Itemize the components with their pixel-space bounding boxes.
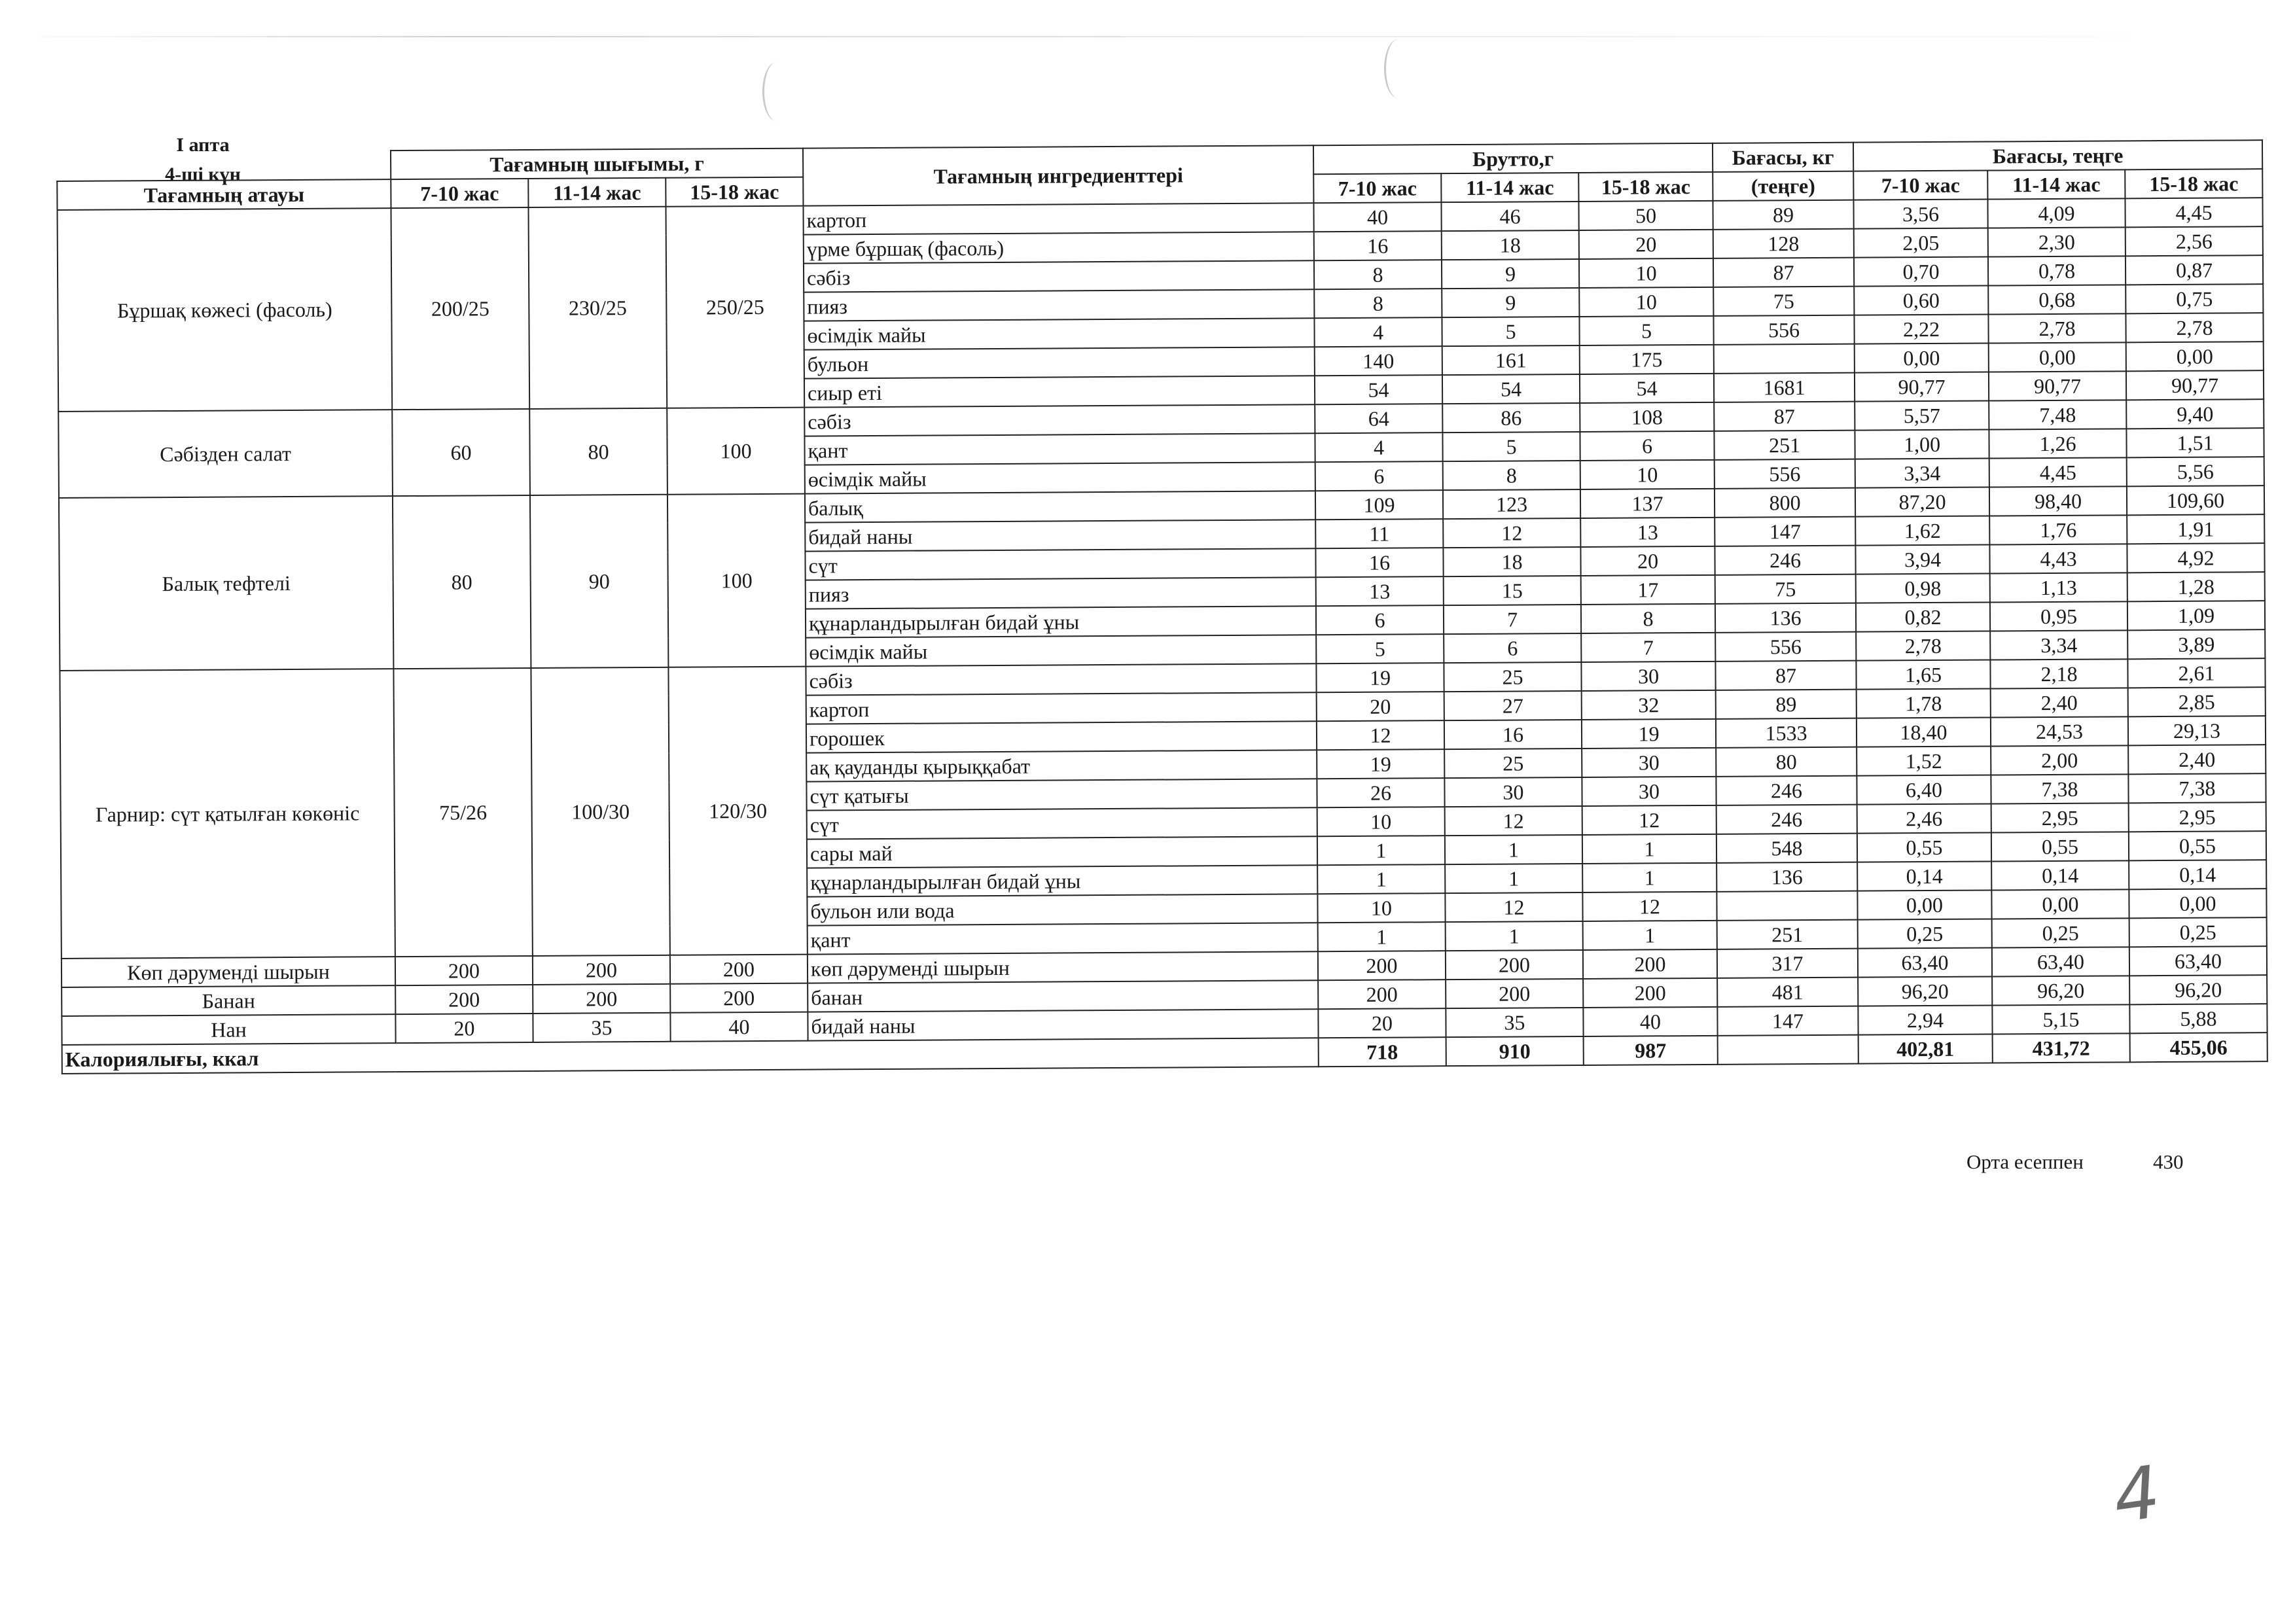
price-per-kg: 556 — [1713, 315, 1854, 345]
average-value: 430 — [2153, 1150, 2184, 1173]
brutto-11-14: 46 — [1441, 202, 1578, 231]
brutto-11-14: 1 — [1446, 921, 1583, 951]
brutto-7-10: 40 — [1313, 202, 1441, 232]
price-15-18: 0,14 — [2129, 860, 2266, 889]
brutto-11-14: 86 — [1442, 403, 1580, 432]
price-15-18: 1,28 — [2127, 572, 2265, 601]
brutto-11-14: 12 — [1445, 892, 1582, 922]
brutto-11-14: 30 — [1444, 777, 1582, 807]
yield-11-14: 100/30 — [531, 667, 669, 956]
brutto-15-18: 32 — [1582, 690, 1716, 720]
ingredient-name: бульон — [804, 347, 1315, 378]
price-per-kg: 75 — [1715, 574, 1856, 604]
price-per-kg: 128 — [1713, 229, 1854, 258]
price-11-14: 0,78 — [1988, 256, 2126, 285]
ingredient-name: қант — [808, 923, 1318, 954]
price-7-10: 2,05 — [1854, 228, 1988, 258]
price-11-14: 4,45 — [1989, 457, 2127, 487]
price-11-14: 0,00 — [1989, 342, 2126, 372]
price-per-kg — [1714, 344, 1855, 374]
punch-mark-left — [762, 62, 791, 121]
price-11-14: 3,34 — [1990, 630, 2127, 660]
total-price-11-14: 431,72 — [1993, 1033, 2130, 1063]
price-per-kg: 136 — [1717, 862, 1857, 892]
brutto-7-10: 4 — [1314, 317, 1442, 347]
price-7-10: 0,00 — [1855, 344, 1989, 373]
brutto-11-14: 123 — [1443, 489, 1580, 519]
yield-15-18: 200 — [670, 955, 808, 984]
brutto-15-18: 12 — [1582, 892, 1717, 921]
price-15-18: 4,45 — [2125, 198, 2262, 227]
price-11-14-header: 11-14 жас — [1987, 169, 2125, 199]
yield-7-10: 60 — [392, 409, 530, 496]
price-15-18: 0,25 — [2129, 917, 2267, 947]
price-7-10: 1,65 — [1856, 660, 1990, 690]
price-per-kg: 246 — [1715, 546, 1855, 575]
price-11-14: 7,38 — [1991, 774, 2128, 803]
price-per-kg: 246 — [1716, 776, 1857, 805]
menu-table — [56, 139, 2268, 1074]
total-brutto-11-14: 910 — [1446, 1036, 1584, 1066]
price-15-18: 9,40 — [2126, 399, 2264, 429]
ingredient-name: бульон или вода — [807, 894, 1317, 925]
brutto-11-14: 200 — [1446, 979, 1583, 1008]
yield-7-10: 20 — [395, 1014, 533, 1043]
price-15-18: 90,77 — [2126, 370, 2264, 400]
price-11-14: 1,76 — [1989, 515, 2127, 544]
ingredient-name: балық — [805, 491, 1315, 522]
price-11-14: 0,14 — [1991, 860, 2129, 890]
price-11-14: 24,53 — [1991, 716, 2128, 746]
day-label: 4-ші күн — [165, 164, 241, 185]
dish-name: Балық тефтелі — [59, 496, 393, 671]
dish-name: Көп дәруменді шырын — [62, 957, 395, 987]
price-per-kg: 556 — [1715, 459, 1855, 489]
price-per-kg — [1717, 891, 1857, 921]
brutto-11-14: 12 — [1443, 518, 1580, 548]
price-per-kg: 89 — [1713, 200, 1853, 230]
week-label: I апта — [176, 134, 230, 156]
price-15-18: 29,13 — [2128, 716, 2266, 745]
price-per-kg: 147 — [1717, 1006, 1858, 1036]
brutto-11-14: 25 — [1444, 662, 1581, 692]
price-15-18: 5,88 — [2129, 1004, 2267, 1033]
brutto-group-header: Брутто,г — [1313, 143, 1713, 174]
brutto-15-18: 30 — [1582, 777, 1716, 806]
price-11-14: 0,55 — [1991, 832, 2129, 861]
ingredient-name: бидай наны — [805, 520, 1315, 551]
brutto-7-10: 6 — [1316, 605, 1444, 635]
yield-15-18: 40 — [670, 1012, 808, 1042]
price-per-kg: 246 — [1717, 805, 1857, 834]
price-per-kg: 251 — [1714, 431, 1855, 460]
brutto-15-18: 30 — [1581, 662, 1715, 691]
ingredient-name: ақ қауданды қырыққабат — [806, 750, 1317, 781]
brutto-15-18: 30 — [1582, 748, 1716, 777]
dish-name: Бұршақ көжесі (фасоль) — [57, 208, 392, 412]
price-7-10: 1,62 — [1855, 516, 1989, 546]
yield-7-10: 200 — [395, 956, 533, 985]
brutto-11-14: 161 — [1442, 345, 1580, 375]
brutto-11-14: 5 — [1442, 317, 1579, 346]
price-15-18: 4,92 — [2127, 543, 2264, 573]
price-15-18: 5,56 — [2127, 457, 2264, 486]
price-per-kg: 481 — [1717, 978, 1858, 1007]
price-7-10: 1,00 — [1855, 430, 1989, 459]
price-11-14: 2,18 — [1990, 659, 2127, 688]
ingredient-name: үрме бұршақ (фасоль) — [804, 232, 1314, 263]
price-15-18: 3,89 — [2127, 629, 2265, 659]
price-7-10: 3,34 — [1855, 459, 1989, 488]
price-15-18: 1,09 — [2127, 601, 2265, 630]
brutto-7-10: 10 — [1317, 807, 1445, 836]
total-brutto-7-10: 718 — [1319, 1037, 1446, 1067]
brutto-7-10: 13 — [1316, 576, 1444, 606]
yield-11-14-header: 11-14 жас — [528, 178, 666, 207]
price-11-14: 4,09 — [1987, 198, 2125, 228]
price-15-18: 7,38 — [2128, 773, 2266, 803]
ingredients-header: Тағамның ингредиенттері — [803, 145, 1313, 205]
brutto-11-14: 27 — [1444, 691, 1582, 720]
brutto-11-14: 8 — [1443, 461, 1580, 490]
price-15-18: 0,00 — [2129, 889, 2266, 918]
price-7-10: 6,40 — [1857, 775, 1991, 805]
brutto-7-10: 8 — [1314, 260, 1442, 289]
yield-15-18: 250/25 — [666, 206, 804, 408]
brutto-11-14: 54 — [1442, 374, 1580, 404]
yield-15-18: 100 — [667, 408, 805, 495]
brutto-7-10: 20 — [1317, 692, 1444, 721]
brutto-15-18: 5 — [1579, 316, 1713, 345]
price-per-kg: 556 — [1715, 632, 1856, 662]
price-15-18: 2,95 — [2129, 802, 2266, 832]
dish-name: Банан — [62, 985, 395, 1016]
dish-name: Гарнир: сүт қатылған көкөніс — [60, 669, 395, 959]
brutto-15-18: 20 — [1579, 230, 1713, 259]
price-7-10: 3,94 — [1855, 545, 1989, 574]
ingredient-name: қант — [804, 433, 1315, 465]
price-7-10: 2,22 — [1854, 315, 1988, 344]
scan-edge-line — [0, 36, 2295, 37]
yield-7-10: 75/26 — [393, 668, 532, 957]
ingredient-name: сүт қатығы — [806, 779, 1317, 810]
price-7-10: 96,20 — [1858, 976, 1992, 1006]
price-11-14: 1,26 — [1989, 429, 2126, 458]
brutto-15-18-header: 15-18 жас — [1578, 172, 1713, 202]
brutto-7-10: 140 — [1315, 346, 1442, 376]
brutto-11-14: 5 — [1442, 432, 1580, 461]
brutto-7-10: 200 — [1318, 980, 1446, 1009]
dish-name: Нан — [62, 1014, 395, 1045]
yield-7-10: 200/25 — [391, 207, 529, 410]
ingredient-name: сәбіз — [804, 260, 1314, 292]
ingredient-name: өсімдік майы — [804, 318, 1314, 349]
price-11-14: 4,43 — [1989, 544, 2127, 573]
yield-15-18: 200 — [670, 983, 808, 1013]
price-11-14: 2,78 — [1988, 313, 2126, 343]
price-7-10: 5,57 — [1855, 401, 1989, 431]
price-7-10: 0,25 — [1858, 919, 1992, 949]
brutto-15-18: 19 — [1582, 719, 1716, 749]
yield-11-14: 80 — [529, 408, 667, 495]
price-11-14: 2,95 — [1991, 803, 2129, 832]
price-7-10: 0,14 — [1857, 862, 1991, 891]
yield-7-10: 80 — [393, 495, 531, 669]
price-11-14: 0,68 — [1988, 285, 2126, 314]
brutto-11-14: 200 — [1446, 950, 1583, 980]
handwritten-page-number: 4 — [2108, 1449, 2165, 1540]
price-per-kg: 89 — [1716, 690, 1857, 719]
calories-label: Калориялығы, ккал — [62, 1038, 1319, 1074]
brutto-15-18: 108 — [1580, 402, 1714, 432]
brutto-7-10: 20 — [1318, 1008, 1446, 1038]
yield-group-header: Тағамның шығымы, г — [391, 149, 803, 180]
brutto-15-18: 8 — [1581, 604, 1715, 633]
brutto-11-14: 9 — [1442, 259, 1579, 289]
ingredient-name: сүт — [807, 807, 1317, 839]
brutto-11-14: 35 — [1446, 1008, 1583, 1037]
price-15-18: 1,51 — [2126, 428, 2264, 457]
brutto-7-10: 1 — [1318, 922, 1446, 951]
brutto-7-10: 200 — [1318, 951, 1446, 980]
brutto-15-18: 6 — [1580, 431, 1714, 461]
price-15-18: 2,61 — [2127, 658, 2265, 688]
brutto-7-10: 6 — [1315, 461, 1443, 491]
price-15-18: 0,00 — [2126, 342, 2264, 371]
price-7-10: 2,78 — [1856, 631, 1990, 661]
price-15-18: 2,85 — [2128, 687, 2266, 716]
yield-11-14: 35 — [533, 1013, 670, 1042]
brutto-15-18: 54 — [1580, 374, 1714, 403]
yield-15-18: 120/30 — [668, 667, 807, 955]
brutto-11-14: 9 — [1442, 288, 1579, 317]
price-7-10: 0,00 — [1857, 891, 1991, 920]
price-15-18: 0,55 — [2129, 831, 2266, 860]
price-7-10-header: 7-10 жас — [1853, 171, 1987, 200]
brutto-15-18: 40 — [1583, 1007, 1717, 1036]
price-15-18: 63,40 — [2129, 946, 2267, 976]
total-brutto-15-18: 987 — [1584, 1036, 1718, 1065]
dish-name: Сәбізден салат — [58, 410, 393, 498]
brutto-11-14: 6 — [1444, 633, 1581, 663]
price-15-18: 0,87 — [2126, 255, 2263, 285]
price-15-18: 2,56 — [2126, 226, 2263, 256]
brutto-7-10: 16 — [1314, 231, 1442, 260]
brutto-7-10: 4 — [1315, 432, 1442, 462]
brutto-7-10: 16 — [1315, 548, 1443, 577]
price-15-18: 109,60 — [2127, 485, 2264, 515]
price-11-14: 2,40 — [1991, 688, 2128, 717]
price-7-10: 18,40 — [1857, 718, 1991, 747]
brutto-15-18: 200 — [1583, 978, 1717, 1008]
brutto-15-18: 10 — [1580, 460, 1715, 489]
brutto-7-10: 11 — [1315, 519, 1443, 548]
total-price-7-10: 402,81 — [1859, 1034, 1993, 1063]
ingredient-name: картоп — [806, 692, 1317, 724]
price-11-14: 0,25 — [1992, 918, 2129, 947]
brutto-11-14: 18 — [1442, 230, 1579, 260]
price-7-10: 2,94 — [1858, 1005, 1992, 1034]
brutto-7-10: 12 — [1317, 720, 1444, 750]
price-7-10: 0,60 — [1854, 286, 1988, 315]
brutto-15-18: 1 — [1582, 863, 1717, 892]
brutto-7-10: 8 — [1314, 289, 1442, 318]
ingredient-name: сәбіз — [804, 404, 1315, 436]
price-per-kg: 800 — [1715, 488, 1855, 518]
brutto-15-18: 50 — [1578, 201, 1713, 230]
brutto-15-18: 200 — [1583, 949, 1717, 979]
brutto-7-10: 10 — [1317, 893, 1445, 923]
brutto-7-10: 5 — [1316, 634, 1444, 663]
ingredient-name: сүт — [805, 548, 1315, 580]
price-7-10: 1,52 — [1857, 747, 1991, 776]
brutto-11-14: 16 — [1444, 720, 1582, 749]
brutto-11-14: 7 — [1444, 605, 1581, 634]
yield-7-10-header: 7-10 жас — [391, 179, 528, 208]
price-7-10: 3,56 — [1853, 200, 1987, 229]
price-per-kg: 87 — [1714, 402, 1855, 431]
price-per-kg: 317 — [1717, 949, 1858, 978]
price-7-10: 0,98 — [1856, 574, 1990, 603]
price-7-10: 2,46 — [1857, 804, 1991, 834]
brutto-11-14: 1 — [1445, 835, 1582, 864]
brutto-7-10: 54 — [1315, 375, 1442, 404]
price-7-10: 1,78 — [1857, 689, 1991, 718]
price-per-kg: 87 — [1713, 258, 1854, 287]
price-kg-header: Бағасы, кг — [1713, 143, 1853, 172]
brutto-11-14-header: 11-14 жас — [1441, 173, 1578, 202]
price-per-kg: 1533 — [1716, 718, 1857, 748]
price-11-14: 90,77 — [1989, 371, 2126, 400]
brutto-15-18: 10 — [1579, 258, 1713, 288]
ingredient-name: картоп — [803, 203, 1313, 234]
price-per-kg: 80 — [1716, 747, 1857, 777]
dish-name-header: Тағамның атауы — [57, 179, 391, 210]
price-11-14: 0,95 — [1990, 601, 2127, 631]
brutto-11-14: 12 — [1445, 806, 1582, 836]
brutto-7-10: 26 — [1317, 778, 1444, 807]
price-15-18: 2,40 — [2128, 745, 2266, 774]
price-7-10: 87,20 — [1855, 487, 1989, 517]
price-7-10: 90,77 — [1855, 372, 1989, 402]
brutto-15-18: 12 — [1582, 805, 1717, 835]
brutto-11-14: 25 — [1444, 749, 1582, 778]
brutto-15-18: 17 — [1581, 575, 1715, 605]
brutto-7-10-header: 7-10 жас — [1313, 173, 1441, 203]
price-group-header: Бағасы, теңге — [1853, 140, 2262, 171]
price-11-14: 1,13 — [1990, 573, 2127, 602]
brutto-7-10: 19 — [1317, 749, 1444, 779]
brutto-7-10: 19 — [1316, 663, 1444, 692]
ingredient-name: құнарландырылған бидай ұны — [806, 606, 1316, 637]
ingredient-name: көп дәруменді шырын — [808, 951, 1318, 983]
yield-11-14: 200 — [533, 984, 670, 1014]
average-label: Орта есеппен — [1966, 1150, 2084, 1173]
brutto-15-18: 20 — [1580, 546, 1715, 576]
header-blank — [57, 150, 391, 181]
price-per-kg: 75 — [1713, 287, 1854, 316]
ingredient-name: горошек — [806, 721, 1317, 752]
price-per-kg: 251 — [1717, 920, 1858, 949]
brutto-11-14: 1 — [1445, 864, 1582, 893]
price-per-kg: 1681 — [1714, 373, 1855, 402]
total-price-per-kg — [1718, 1035, 1859, 1065]
price-11-14: 63,40 — [1992, 947, 2129, 976]
ingredient-name: өсімдік майы — [806, 635, 1316, 666]
price-11-14: 5,15 — [1992, 1004, 2129, 1034]
yield-7-10: 200 — [395, 985, 533, 1014]
brutto-7-10: 1 — [1317, 836, 1445, 865]
price-11-14: 96,20 — [1992, 976, 2129, 1005]
price-11-14: 2,30 — [1988, 227, 2126, 256]
price-15-18: 1,91 — [2127, 514, 2264, 544]
brutto-15-18: 137 — [1580, 489, 1715, 518]
brutto-15-18: 10 — [1579, 287, 1713, 317]
ingredient-name: өсімдік майы — [805, 462, 1315, 493]
ingredient-name: құнарландырылған бидай ұны — [807, 865, 1317, 896]
price-per-kg: 136 — [1715, 603, 1856, 633]
brutto-7-10: 64 — [1315, 404, 1442, 433]
price-7-10: 0,70 — [1854, 257, 1988, 287]
punch-mark-right — [1384, 39, 1412, 98]
brutto-15-18: 1 — [1583, 921, 1717, 950]
brutto-11-14: 18 — [1443, 547, 1580, 576]
total-price-15-18: 455,06 — [2130, 1033, 2268, 1062]
menu-body — [57, 198, 2267, 1074]
price-15-18: 2,78 — [2126, 313, 2263, 342]
brutto-15-18: 7 — [1581, 633, 1715, 662]
price-7-10: 0,55 — [1857, 833, 1991, 862]
yield-15-18: 100 — [667, 494, 806, 667]
yield-15-18-header: 15-18 жас — [666, 177, 803, 207]
price-15-18: 0,75 — [2126, 284, 2263, 313]
ingredient-name: пияз — [806, 577, 1316, 609]
ingredient-name: сәбіз — [806, 663, 1316, 695]
yield-11-14: 200 — [533, 955, 670, 985]
price-11-14: 7,48 — [1989, 400, 2126, 429]
ingredient-name: сары май — [807, 836, 1317, 868]
ingredient-name: сиыр еті — [804, 376, 1315, 407]
price-7-10: 63,40 — [1858, 947, 1992, 977]
yield-11-14: 90 — [530, 495, 668, 668]
brutto-7-10: 1 — [1317, 864, 1445, 894]
ingredient-name: пияз — [804, 289, 1314, 321]
price-per-kg: 147 — [1715, 517, 1855, 546]
brutto-7-10: 109 — [1315, 490, 1443, 520]
price-per-kg: 87 — [1715, 661, 1856, 690]
brutto-15-18: 1 — [1582, 834, 1717, 864]
price-per-kg: 548 — [1717, 834, 1857, 863]
price-kg-unit-header: (теңге) — [1713, 171, 1853, 201]
brutto-15-18: 13 — [1580, 518, 1715, 547]
yield-11-14: 230/25 — [528, 207, 667, 409]
price-11-14: 2,00 — [1991, 745, 2128, 775]
price-7-10: 0,82 — [1856, 603, 1990, 632]
price-15-18: 96,20 — [2129, 975, 2267, 1004]
ingredient-name: бидай наны — [808, 1009, 1318, 1040]
menu-sheet — [56, 139, 2268, 1074]
price-15-18-header: 15-18 жас — [2125, 169, 2262, 198]
brutto-15-18: 175 — [1580, 345, 1714, 374]
ingredient-name: банан — [808, 980, 1318, 1012]
price-11-14: 0,00 — [1991, 889, 2129, 919]
price-11-14: 98,40 — [1989, 486, 2127, 516]
brutto-11-14: 15 — [1444, 576, 1581, 605]
